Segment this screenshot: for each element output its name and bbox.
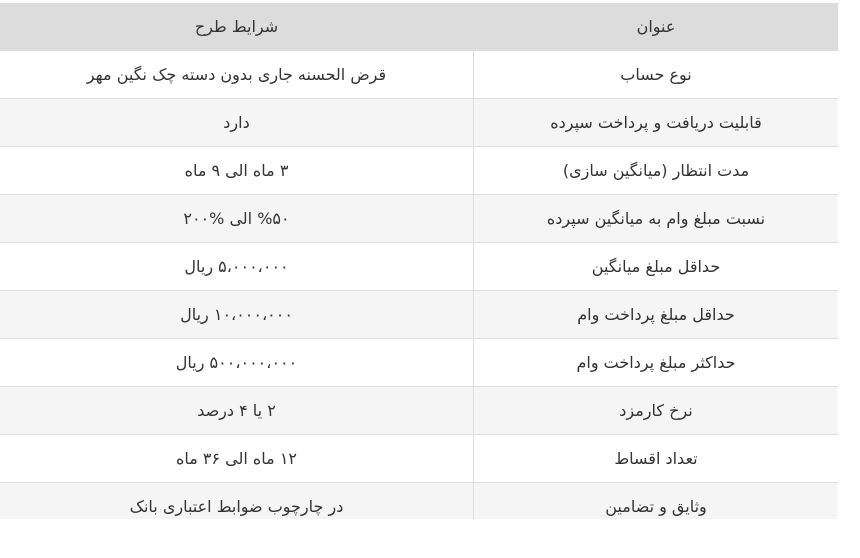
table-row [0,291,838,339]
row-title: نرخ کارمزد [474,387,839,435]
table-row [0,339,838,387]
row-value: ۵۰۰،۰۰۰،۰۰۰ ریال [0,339,474,387]
row-value: ۱۰،۰۰۰،۰۰۰ ریال [0,291,474,339]
row-title: حداقل مبلغ میانگین [474,243,839,291]
loan-conditions-table-wrapper [0,3,838,519]
row-title: وثایق و تضامین [474,483,839,520]
table-row [0,195,838,243]
row-title: حداقل مبلغ پرداخت وام [474,291,839,339]
header-title: عنوان [474,3,839,51]
row-value: ۳ ماه الی ۹ ماه [0,147,474,195]
row-value: قرض الحسنه جاری بدون دسته چک نگین مهر [0,51,474,99]
table-row [0,243,838,291]
header-conditions: شرایط طرح [0,3,474,51]
row-title: تعداد اقساط [474,435,839,483]
table-row [0,51,838,99]
table-row [0,147,838,195]
table-row [0,435,838,483]
loan-conditions-table [0,3,838,519]
row-title: مدت انتظار (میانگین سازی) [474,147,839,195]
table-header-row [0,3,838,51]
row-title: نسبت مبلغ وام به میانگین سپرده [474,195,839,243]
row-title: قابلیت دریافت و پرداخت سپرده [474,99,839,147]
table-body [0,51,838,520]
row-value: در چارچوب ضوابط اعتباری بانک [0,483,474,520]
table-row [0,483,838,520]
row-value: دارد [0,99,474,147]
row-title: نوع حساب [474,51,839,99]
row-value: ۵،۰۰۰،۰۰۰ ریال [0,243,474,291]
row-value: %۵۰ الی %۲۰۰ [0,195,474,243]
table-row [0,99,838,147]
row-value: ۲ یا ۴ درصد [0,387,474,435]
row-title: حداکثر مبلغ پرداخت وام [474,339,839,387]
row-value: ۱۲ ماه الی ۳۶ ماه [0,435,474,483]
table-header [0,3,838,51]
table-row [0,387,838,435]
